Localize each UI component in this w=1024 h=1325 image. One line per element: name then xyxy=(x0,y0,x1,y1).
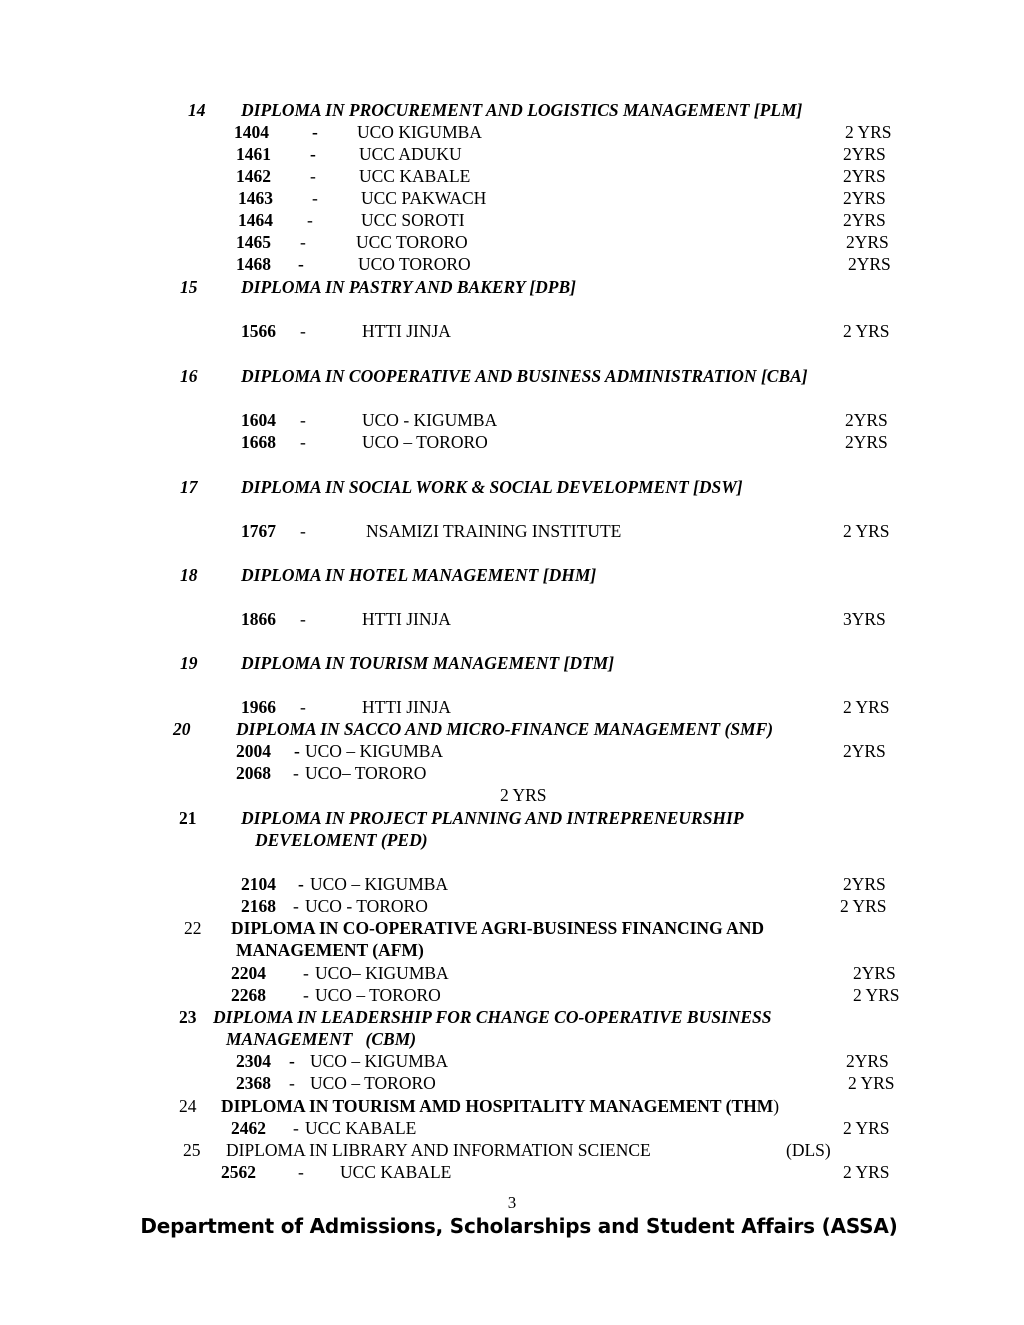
course-code: 1767 xyxy=(241,521,276,541)
course-number: 25 xyxy=(183,1140,201,1160)
institution: UCO – TORORO xyxy=(315,985,441,1005)
row-dash: - xyxy=(300,609,306,629)
footer-department: Department of Admissions, Scholarships and Student Affairs (ASSA) xyxy=(140,1214,898,1238)
course-code: 2268 xyxy=(231,985,266,1005)
duration: 2YRS xyxy=(845,410,888,430)
course-code: 2004 xyxy=(236,741,271,761)
duration: 2 YRS xyxy=(843,1162,890,1182)
course-code: 1468 xyxy=(236,254,271,274)
duration: 2 YRS xyxy=(845,122,892,142)
duration: 2 YRS xyxy=(840,896,887,916)
row-dash: - xyxy=(298,874,304,894)
institution: UCO – KIGUMBA xyxy=(305,741,444,761)
institution: NSAMIZI TRAINING INSTITUTE xyxy=(366,521,622,541)
institution: UCC TORORO xyxy=(356,232,468,252)
course-title-continued: MANAGEMENT (CBM) xyxy=(226,1029,417,1049)
course-title: DIPLOMA IN PROCUREMENT AND LOGISTICS MANAGEMENT [PLM] xyxy=(241,100,803,120)
course-number: 24 xyxy=(179,1096,197,1116)
row-dash: - xyxy=(300,232,306,252)
duration: 2YRS xyxy=(846,1051,889,1071)
institution: UCO – TORORO xyxy=(310,1073,436,1093)
course-code: 2168 xyxy=(241,896,276,916)
duration: 2YRS xyxy=(843,210,886,230)
course-number: 17 xyxy=(180,477,198,497)
institution: HTTI JINJA xyxy=(362,609,451,629)
course-title: DIPLOMA IN CO-OPERATIVE AGRI-BUSINESS FINANCING AND xyxy=(231,918,765,938)
duration: 2 YRS xyxy=(843,1118,890,1138)
course-code: 2368 xyxy=(236,1073,271,1093)
course-title xyxy=(221,1096,779,1116)
course-code: 1465 xyxy=(236,232,271,252)
course-title: DIPLOMA IN TOURISM MANAGEMENT [DTM] xyxy=(241,653,615,673)
row-dash: - xyxy=(300,432,306,452)
row-dash: - xyxy=(312,188,318,208)
row-dash: - xyxy=(300,697,306,717)
row-dash: - xyxy=(303,985,309,1005)
duration: 2YRS xyxy=(843,741,886,761)
course-title: DIPLOMA IN PASTRY AND BAKERY [DPB] xyxy=(241,277,576,297)
institution: UCC KABALE xyxy=(305,1118,417,1138)
course-number: 18 xyxy=(180,565,198,585)
duration: 2YRS xyxy=(843,166,886,186)
course-code: 2304 xyxy=(236,1051,271,1071)
row-dash: - xyxy=(293,1118,299,1138)
institution: UCO TORORO xyxy=(358,254,471,274)
duration: 2 YRS xyxy=(853,985,900,1005)
course-code: 2462 xyxy=(231,1118,266,1138)
institution: HTTI JINJA xyxy=(362,697,451,717)
course-title: DIPLOMA IN SOCIAL WORK & SOCIAL DEVELOPMENT [DSW] xyxy=(241,477,743,497)
row-dash: - xyxy=(300,521,306,541)
course-code: 2562 xyxy=(221,1162,256,1182)
row-dash: - xyxy=(312,122,318,142)
duration: 2 YRS xyxy=(500,785,547,805)
row-dash: - xyxy=(310,144,316,164)
duration: 2 YRS xyxy=(843,321,890,341)
course-code: 1566 xyxy=(241,321,276,341)
course-title-text: DIPLOMA IN TOURISM AMD HOSPITALITY MANAGEMENT (THM xyxy=(221,1096,774,1116)
course-title-continued: MANAGEMENT (AFM) xyxy=(236,940,424,960)
institution: UCC KABALE xyxy=(359,166,471,186)
duration: 2 YRS xyxy=(848,1073,895,1093)
institution: UCO – KIGUMBA xyxy=(310,1051,449,1071)
row-dash: - xyxy=(289,1051,295,1071)
row-dash: - xyxy=(294,741,300,761)
duration: 2YRS xyxy=(843,874,886,894)
duration: 2YRS xyxy=(843,144,886,164)
row-dash: - xyxy=(307,210,313,230)
course-number: 21 xyxy=(179,808,197,828)
course-code: 2104 xyxy=(241,874,276,894)
institution: UCO – TORORO xyxy=(362,432,488,452)
institution: UCO - TORORO xyxy=(305,896,428,916)
row-dash: - xyxy=(303,963,309,983)
course-title: DIPLOMA IN LIBRARY AND INFORMATION SCIENCE xyxy=(226,1140,651,1160)
page-number: 3 xyxy=(507,1193,517,1212)
institution: UCC ADUKU xyxy=(359,144,462,164)
row-dash: - xyxy=(293,763,299,783)
row-dash: - xyxy=(300,410,306,430)
duration: 2YRS xyxy=(845,432,888,452)
row-dash: - xyxy=(298,1162,304,1182)
row-dash: - xyxy=(293,896,299,916)
row-dash: - xyxy=(298,254,304,274)
course-title: DIPLOMA IN LEADERSHIP FOR CHANGE CO-OPERATIVE BUSINESS xyxy=(213,1007,772,1027)
institution: UCO - KIGUMBA xyxy=(362,410,498,430)
course-number: 15 xyxy=(180,277,198,297)
row-dash: - xyxy=(310,166,316,186)
course-code: 1604 xyxy=(241,410,276,430)
course-code: 1404 xyxy=(234,122,269,142)
course-number: 14 xyxy=(188,100,206,120)
duration: 2YRS xyxy=(848,254,891,274)
institution: UCO– KIGUMBA xyxy=(315,963,449,983)
course-title: DIPLOMA IN SACCO AND MICRO-FINANCE MANAGEMENT (SMF) xyxy=(236,719,774,739)
institution: UCO – KIGUMBA xyxy=(310,874,449,894)
course-code: 1461 xyxy=(236,144,271,164)
course-title: DIPLOMA IN PROJECT PLANNING AND INTREPRENEURSHIP xyxy=(241,808,744,828)
course-code: 1462 xyxy=(236,166,271,186)
institution: UCO– TORORO xyxy=(305,763,427,783)
duration: 2 YRS xyxy=(843,697,890,717)
duration: 2YRS xyxy=(846,232,889,252)
course-code: 1966 xyxy=(241,697,276,717)
course-number: 20 xyxy=(173,719,191,739)
course-title-closing-paren: ) xyxy=(773,1096,780,1116)
duration: 2YRS xyxy=(843,188,886,208)
row-dash: - xyxy=(300,321,306,341)
course-title-continued: DEVELOMENT (PED) xyxy=(255,830,428,850)
course-abbreviation: (DLS) xyxy=(786,1140,831,1160)
institution: HTTI JINJA xyxy=(362,321,451,341)
institution: UCC KABALE xyxy=(340,1162,452,1182)
course-number: 23 xyxy=(179,1007,197,1027)
duration: 2 YRS xyxy=(843,521,890,541)
course-code: 1866 xyxy=(241,609,276,629)
course-code: 2068 xyxy=(236,763,271,783)
course-title: DIPLOMA IN COOPERATIVE AND BUSINESS ADMINISTRATION [CBA] xyxy=(241,366,808,386)
course-number: 19 xyxy=(180,653,198,673)
course-code: 2204 xyxy=(231,963,266,983)
course-title: DIPLOMA IN HOTEL MANAGEMENT [DHM] xyxy=(241,565,597,585)
course-code: 1463 xyxy=(238,188,273,208)
institution: UCC PAKWACH xyxy=(361,188,487,208)
course-code: 1464 xyxy=(238,210,273,230)
duration: 3YRS xyxy=(843,609,886,629)
institution: UCC SOROTI xyxy=(361,210,465,230)
duration: 2YRS xyxy=(853,963,896,983)
course-code: 1668 xyxy=(241,432,276,452)
course-number: 16 xyxy=(180,366,198,386)
institution: UCO KIGUMBA xyxy=(357,122,482,142)
row-dash: - xyxy=(289,1073,295,1093)
course-number: 22 xyxy=(184,918,202,938)
